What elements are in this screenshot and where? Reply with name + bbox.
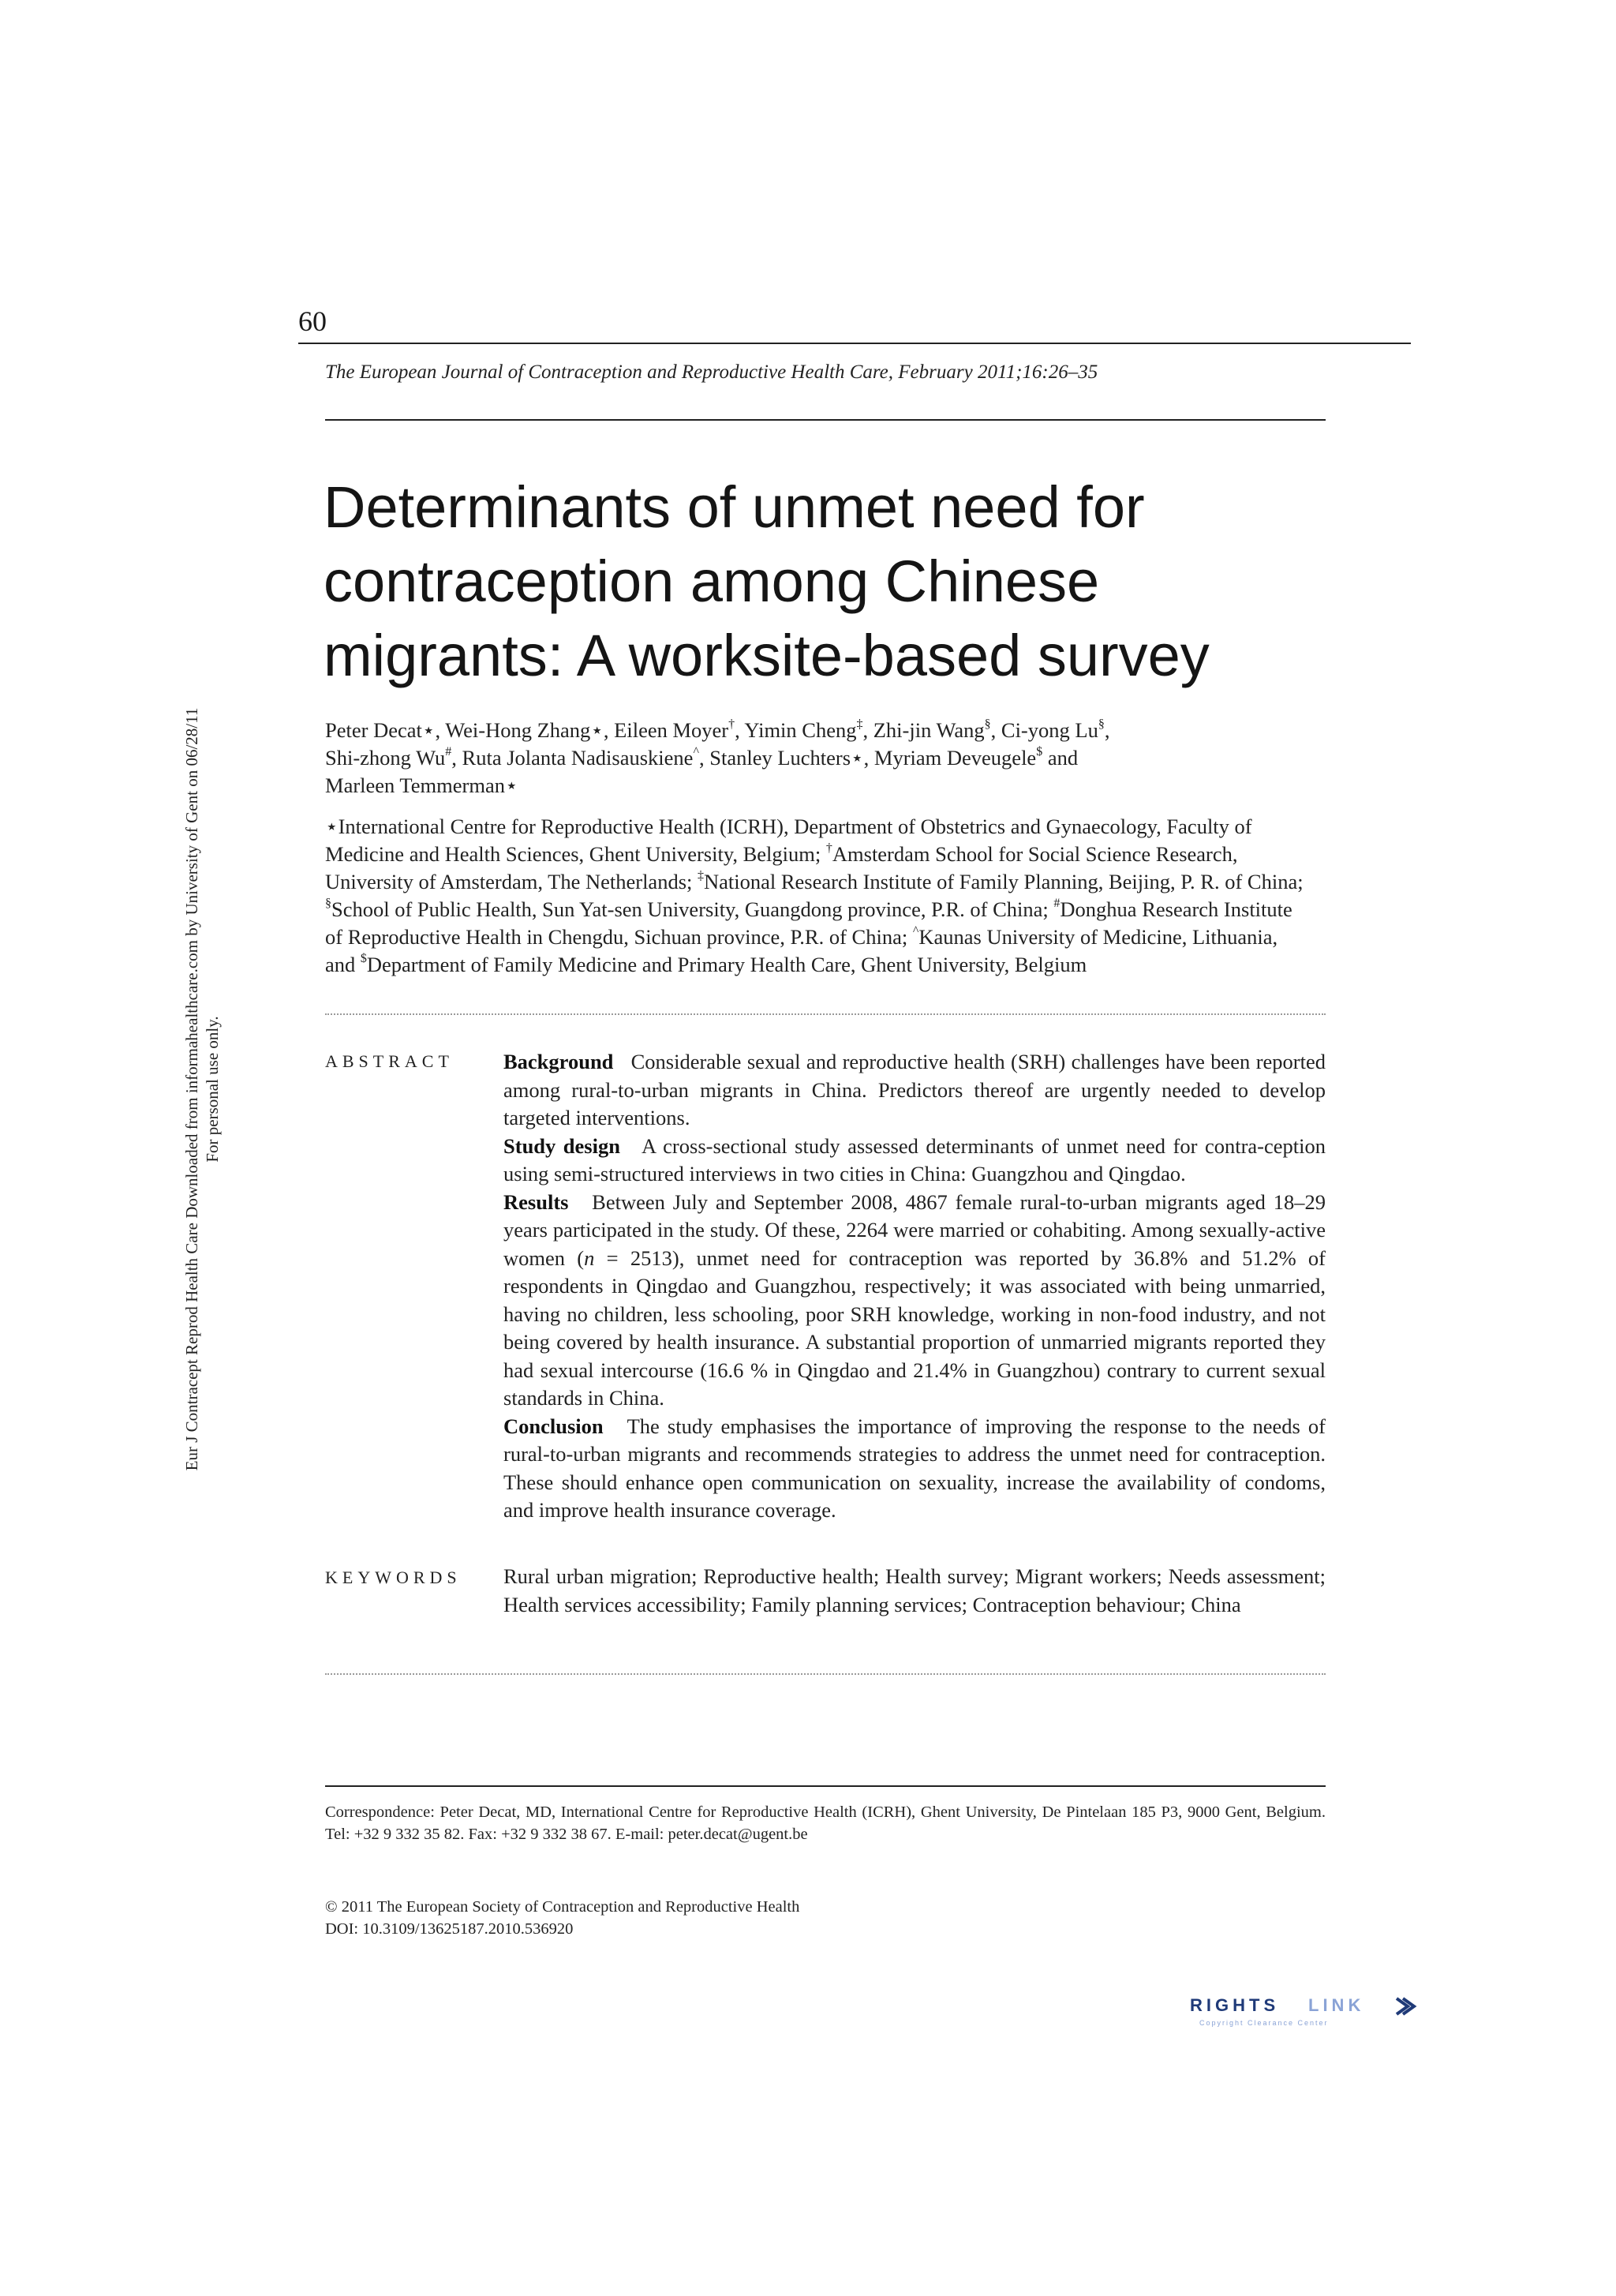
author-line: Marleen Temmerman⋆ (325, 773, 518, 797)
abstract-results: Results Between July and September 2008, 4867 female rural-to-urban migrants aged 18–29 years participated in the study. Of these, 2264 were married or cohabiting. Among sexually-active women (n = 2513), unmet need for contraception was reported by 36.8% and 51.2% of respondents in Qingdao and Guangzhou, respectively; it was associated with being unmarried, having no children, less schooling, poor SRH knowledge, working in non-food industry, and not being covered by health insurance. A substantial proportion of unmarried migrants reported they had sexual intercourse (16.6 % in Qingdao and 21.4% in Guangzhou) contrary to current sexual standards in China. (503, 1189, 1326, 1410)
author-line: Shi-zhong Wu#, Ruta Jolanta Nadisauskiene^, Stanley Luchters⋆, Myriam Deveugele$ and (325, 745, 1079, 770)
chevron-right-icon (1397, 1998, 1414, 2014)
title-line: contraception among Chinese (324, 549, 1100, 614)
section-divider (325, 1013, 1326, 1015)
copyright-line: © 2011 The European Society of Contraception and Reproductive Health (325, 1898, 800, 1916)
abstract-study-design: Study design A cross-sectional study assessed determinants of unmet need for contra-ception using semi-structured interviews in two cities in China: Guangzhou and Qingdao. (503, 1133, 1326, 1185)
keywords-label: KEYWORDS (325, 1567, 462, 1587)
abstract-background: Background Considerable sexual and reproductive health (SRH) challenges have been reported among rural-to-urban migrants in China. Predictors thereof are urgently needed to develop targeted interventions. (503, 1050, 1326, 1129)
rightslink-logo (1190, 1987, 1427, 2035)
title-line: migrants: A worksite-based survey (324, 623, 1210, 688)
rightslink-subtitle: Copyright Clearance Center (1199, 2019, 1329, 2027)
page-number: 60 (298, 305, 327, 337)
author-list (325, 717, 1351, 800)
rightslink-link-text: LINK (1308, 1995, 1365, 2015)
article-title (324, 470, 1349, 693)
title-line: Determinants of unmet need for (324, 474, 1145, 540)
section-divider (325, 1673, 1326, 1675)
abstract-label: ABSTRACT (325, 1051, 454, 1071)
journal-rule (325, 419, 1326, 421)
header-rule (298, 343, 1411, 344)
rightslink-rights-text: RIGHTS (1190, 1995, 1280, 2015)
footnote-rule (325, 1785, 1326, 1787)
copyright-block (325, 1896, 799, 1940)
affiliations: ⋆International Centre for Reproductive Health (ICRH), Department of Obstetrics and Gynaecology, Faculty of Medicine and Health Sciences, Ghent University, Belgium; †Amsterdam School for Social Science Research, University of Amsterdam, The Netherlands; ‡National Research Institute of Family Planning, Beijing, P. R. of China; §School of Public Health, Sun Yat-sen University, Guangdong province, P.R. of China; #Donghua Research Institute of Reproductive Health in Chengdu, Sichuan province, P.R. of China; ^Kaunas University of Medicine, Lithuania, and $Department of Family Medicine and Primary Health Care, Ghent University, Belgium (325, 815, 1304, 976)
correspondence-note: Correspondence: Peter Decat, MD, International Centre for Reproductive Health (ICRH), Ghent University, De Pintelaan 185 P3, 9000 Gent, Belgium. Tel: +32 9 332 35 82. Fax: +32 9 332 38 67. E-mail: peter.decat@ugent.be (325, 1803, 1326, 1843)
keywords-text: Rural urban migration; Reproductive health; Health survey; Migrant workers; Needs assessment; Health services accessibility; Family planning services; Contraception behaviour; China (503, 1564, 1326, 1616)
author-line: Peter Decat⋆, Wei-Hong Zhang⋆, Eileen Moyer†, Yimin Cheng‡, Zhi-jin Wang§, Ci-yong Lu§, (325, 717, 1110, 742)
doi-line: DOI: 10.3109/13625187.2010.536920 (325, 1920, 574, 1938)
abstract-body (503, 1048, 1326, 1525)
abstract-conclusion: Conclusion The study emphasises the importance of improving the response to the needs of rural-to-urban migrants and recommends strategies to address the unmet need for contraception. These should enhance open communication on sexuality, increase the availability of condoms, and improve health insurance coverage. (503, 1414, 1326, 1522)
journal-citation: The European Journal of Contraception and Reproductive Health Care, February 2011;16:26–35 (325, 361, 1098, 383)
